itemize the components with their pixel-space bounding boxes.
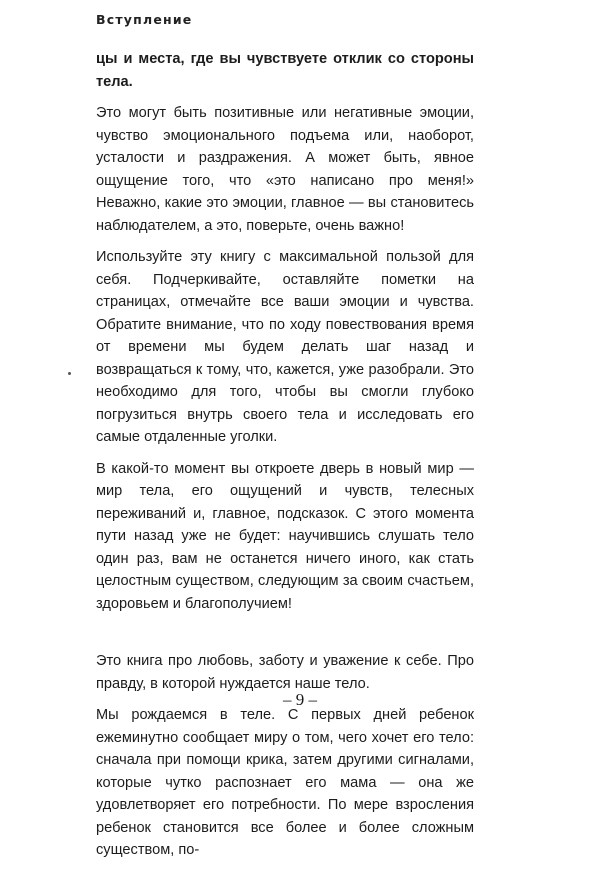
paragraph-emotions: Это могут быть позитивные или негативные эмоции, чувство эмоционального подъема или, наоборот, усталости и раздражения. А может быть, явное ощущение того, что «это написано про меня!» Неважно, какие это эмоции, главное — вы становитесь наблюдателем, а это, поверьте, очень важно! [96, 105, 474, 234]
paragraph-use-book: Используйте эту книгу с максимальной пользой для себя. Подчеркивайте, оставляйте пометки на страницах, отмечайте все ваши эмоции и чувства. Обратите внимание, что по ходу повествования время от времени мы будем делать шаг назад и возвращаться к тому, что, кажется, уже разобрали. Это необходимо для того, чтобы вы смогли глубоко погрузиться внутрь своего тела и исследовать его самые отдаленные уголки. [96, 249, 474, 445]
paragraph-continued-bold: цы и места, где вы чувствуете отклик со стороны тела. [96, 51, 474, 90]
print-speck [68, 372, 71, 375]
paragraph-born-in-body: Мы рождаемся в теле. С первых дней ребенок ежеминутно сообщает миру о том, чего хочет его тело: сначала при помощи крика, затем другими сигналами, которые чутко распознает его мама — она же удовлетворяет его потребности. По мере взросления ребенок становится все более и более сложным существом, по- [96, 707, 474, 858]
section-break [96, 624, 474, 650]
page-number: – 9 – [283, 690, 317, 709]
paragraph-new-world: В какой-то момент вы откроете дверь в новый мир — мир тела, его ощущений и чувств, телесных переживаний и, главное, подсказок. С этого момента пути назад уже не будет: научившись слушать тело один раз, вам не останется ничего иного, как стать целостным существом, следующим за своим счастьем, здоровьем и благополучием! [96, 460, 474, 612]
running-header: Вступление [96, 12, 193, 27]
paragraph-love-care: Это книга про любовь, заботу и уважение к себе. Про правду, в которой нуждается наше тело. [96, 653, 474, 692]
body-text [96, 48, 474, 871]
